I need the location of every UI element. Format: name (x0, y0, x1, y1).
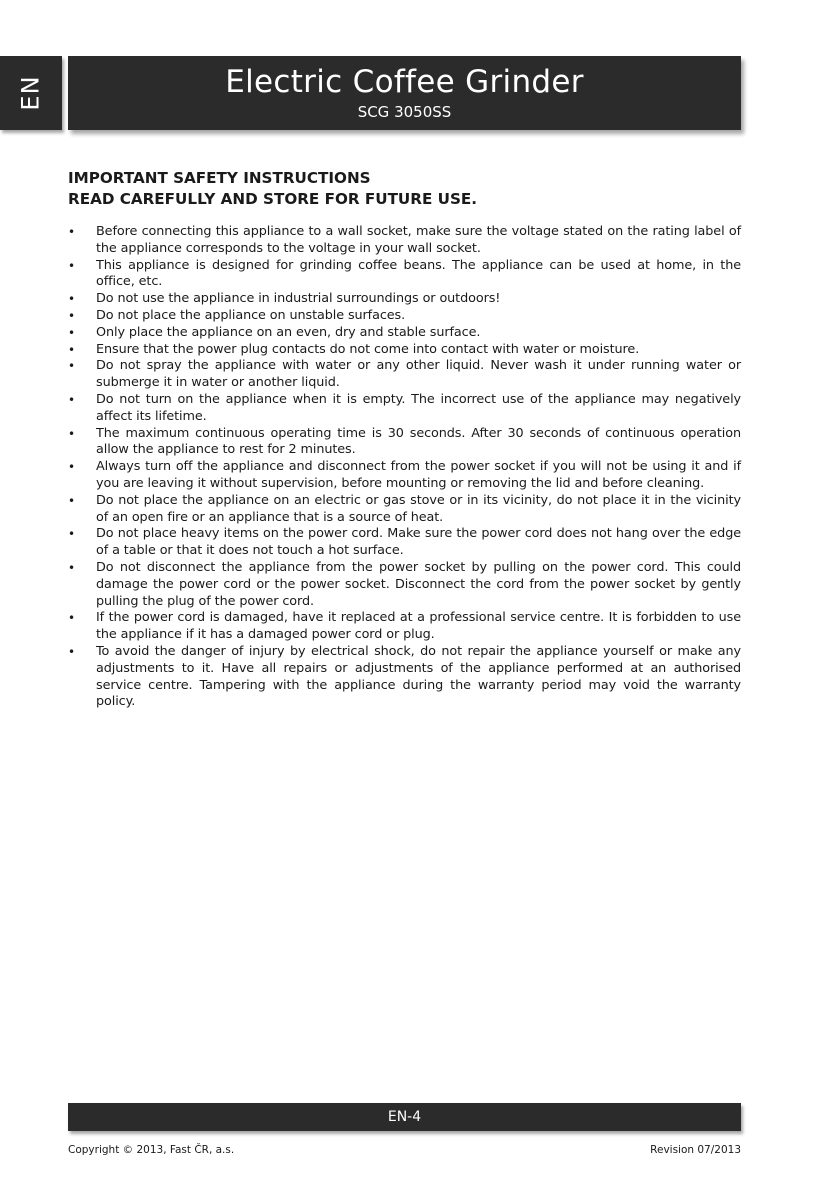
bullet-icon: • (68, 611, 75, 626)
safety-heading-line1: IMPORTANT SAFETY INSTRUCTIONS (68, 169, 371, 187)
bullet-icon: • (68, 493, 75, 508)
bullet-icon: • (68, 426, 75, 441)
safety-section (68, 168, 741, 711)
bullet-icon: • (68, 292, 75, 307)
list-item-text: Do not spray the appliance with water or any other liquid. Never wash it under running water or submerge it in water or another liquid. (96, 358, 741, 391)
list-item (68, 342, 741, 359)
bullet-icon: • (68, 644, 75, 659)
header-banner (68, 56, 741, 130)
list-item (68, 493, 741, 527)
page-number-bar (68, 1103, 741, 1131)
list-item (68, 358, 741, 392)
list-item-text: Before connecting this appliance to a wall socket, make sure the voltage stated on the rating label of the appliance corresponds to the voltage in your wall socket. (96, 224, 741, 256)
safety-instructions-list (68, 224, 741, 711)
bullet-icon: • (68, 325, 75, 340)
bullet-icon: • (68, 392, 75, 407)
list-item (68, 526, 741, 560)
model-number: SCG 3050SS (357, 103, 452, 121)
bullet-icon: • (68, 527, 75, 542)
list-item-text: Do not place heavy items on the power cord. Make sure the power cord does not hang over the edge of a table or that it does not touch a hot surface. (96, 526, 741, 559)
bullet-icon: • (68, 342, 75, 357)
list-item-text: This appliance is designed for grinding coffee beans. The appliance can be used at home, in the office, etc. (96, 257, 741, 290)
page-number: EN-4 (387, 1109, 422, 1125)
safety-heading-line2: READ CAREFULLY AND STORE FOR FUTURE USE. (68, 190, 478, 208)
bullet-icon: • (68, 359, 75, 374)
list-item-text: Only place the appliance on an even, dry and stable surface. (96, 324, 481, 340)
list-item (68, 426, 741, 460)
list-item (68, 224, 741, 258)
list-item (68, 560, 741, 610)
bullet-icon: • (68, 258, 75, 273)
list-item (68, 291, 741, 308)
document-title: Electric Coffee Grinder (225, 64, 584, 100)
revision-label: Revision 07/2013 (650, 1144, 741, 1156)
language-tab (0, 56, 62, 130)
list-item (68, 392, 741, 426)
bullet-icon: • (68, 308, 75, 323)
list-item (68, 610, 741, 644)
list-item-text: Do not disconnect the appliance from the power socket by pulling on the power cord. This could damage the power cord or the power socket. Disconnect the cord from the power socket by gently pulling the plug of the power cord. (96, 559, 741, 609)
list-item-text: Do not place the appliance on unstable surfaces. (96, 307, 406, 323)
list-item-text: Do not place the appliance on an electric or gas stove or in its vicinity, do not place it in the vicinity of an open fire or an appliance that is a source of heat. (96, 492, 741, 525)
bullet-icon: • (68, 460, 75, 475)
language-code: EN (17, 75, 45, 111)
list-item-text: The maximum continuous operating time is 30 seconds. After 30 seconds of continuous operation allow the appliance to rest for 2 minutes. (96, 425, 741, 458)
list-item-text: To avoid the danger of injury by electrical shock, do not repair the appliance yourself or make any adjustments to it. Have all repairs or adjustments of the appliance performed at an authorised service centre. Tampering with the appliance during the warranty period may void the warranty policy. (96, 643, 741, 710)
list-item-text: Ensure that the power plug contacts do not come into contact with water or moisture. (96, 341, 640, 357)
list-item-text: Do not turn on the appliance when it is empty. The incorrect use of the appliance may negatively affect its lifetime. (96, 391, 741, 424)
list-item-text: Do not use the appliance in industrial surroundings or outdoors! (96, 291, 501, 307)
list-item-text: If the power cord is damaged, have it replaced at a professional service centre. It is forbidden to use the appliance if it has a damaged power cord or plug. (96, 610, 741, 643)
list-item (68, 325, 741, 342)
bullet-icon: • (68, 225, 75, 239)
list-item (68, 644, 741, 711)
list-item-text: Always turn off the appliance and disconnect from the power socket if you will not be using it and if you are leaving it without supervision, before mounting or removing the lid and before cleaning. (96, 459, 741, 491)
list-item (68, 308, 741, 325)
list-item (68, 459, 741, 493)
copyright-notice: Copyright © 2013, Fast ČR, a.s. (68, 1144, 235, 1156)
list-item (68, 258, 741, 292)
bullet-icon: • (68, 560, 75, 575)
